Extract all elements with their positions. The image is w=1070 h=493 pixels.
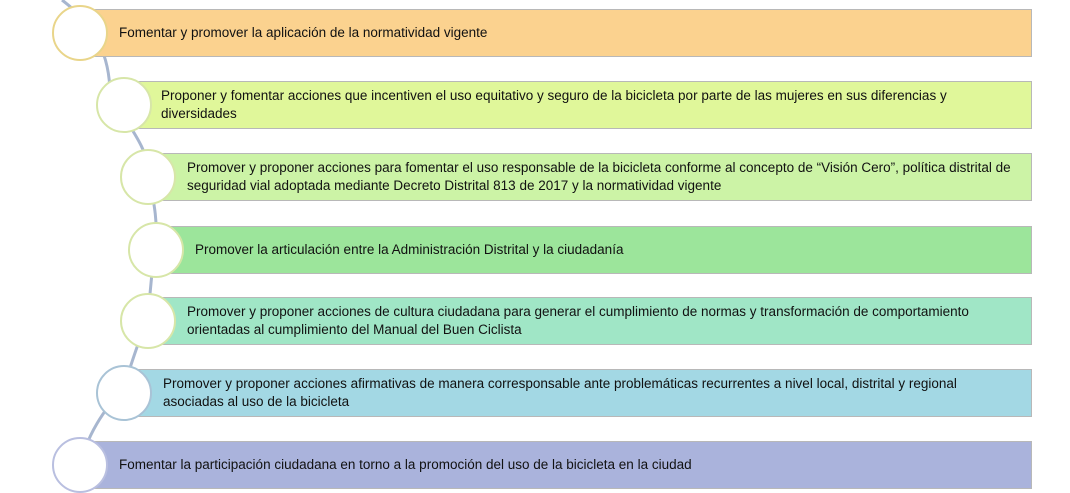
item-bar-3 bbox=[148, 153, 1032, 201]
item-circle-5 bbox=[120, 293, 176, 349]
item-bar-7 bbox=[80, 441, 1032, 489]
item-circle-6 bbox=[96, 365, 152, 421]
item-bar-5 bbox=[148, 297, 1032, 345]
item-bar-4 bbox=[156, 226, 1032, 274]
item-text-6: Promover y proponer acciones afirmativas de manera corresponsable ante problemáticas recurrentes a nivel local, distrital y regional asociadas al uso de la bicicleta bbox=[163, 376, 957, 409]
item-circle-7 bbox=[52, 437, 108, 493]
item-bar-6 bbox=[124, 369, 1032, 417]
item-circle-1 bbox=[52, 5, 108, 61]
item-text-1: Fomentar y promover la aplicación de la normatividad vigente bbox=[119, 25, 488, 41]
item-text-2: Proponer y fomentar acciones que incentiven el uso equitativo y seguro de la bicicleta por parte de las mujeres en sus diferencias y diversidades bbox=[161, 88, 947, 121]
item-text-5: Promover y proponer acciones de cultura ciudadana para generar el cumplimiento de normas y transformación de comportamiento orientadas al cumplimiento del Manual del Buen Ciclista bbox=[187, 304, 969, 337]
item-text-7: Fomentar la participación ciudadana en torno a la promoción del uso de la bicicleta en la ciudad bbox=[119, 457, 692, 473]
item-circle-4 bbox=[128, 222, 184, 278]
item-text-3: Promover y proponer acciones para fomentar el uso responsable de la bicicleta conforme al concepto de “Visión Cero”, política distrital de seguridad vial adoptada mediante Decreto Distrital 813 de 2017 y la normatividad vigente bbox=[187, 160, 1011, 193]
item-bar-2 bbox=[122, 81, 1032, 129]
item-bar-1 bbox=[80, 9, 1032, 57]
item-text-4: Promover la articulación entre la Administración Distrital y la ciudadanía bbox=[195, 242, 624, 258]
item-circle-3 bbox=[120, 149, 176, 205]
item-circle-2 bbox=[96, 77, 152, 133]
